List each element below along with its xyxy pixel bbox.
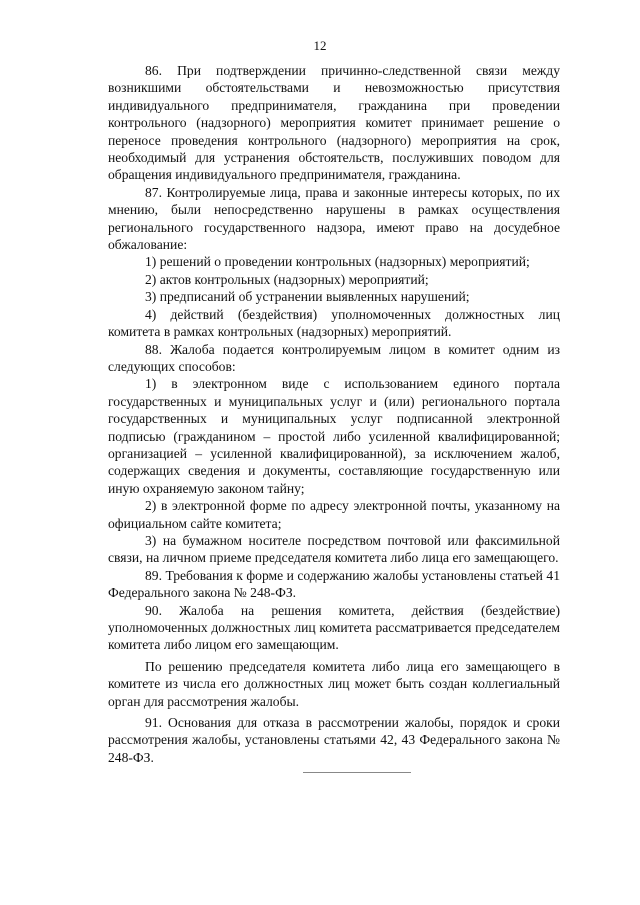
paragraph-87-item-3: 3) предписаний об устранении выявленных нарушений; xyxy=(145,289,470,305)
paragraph-87-item-2: 2) актов контрольных (надзорных) мероприятий; xyxy=(145,271,429,287)
paragraph-90-continuation: По решению председателя комитета либо лица его замещающего в комитете из числа его должностных лиц может быть создан коллегиальный орган для рассмотрения жалобы. xyxy=(108,658,560,709)
paragraph-88: 88. Жалоба подается контролируемым лицом в комитет одним из следующих способов: xyxy=(108,341,560,374)
paragraph-87-item-1: 1) решений о проведении контрольных (надзорных) мероприятий; xyxy=(145,254,530,270)
end-of-text-rule xyxy=(303,772,411,773)
paragraph-86: 86. При подтверждении причинно-следственной связи между возникшими обстоятельствами и невозможностью присутствия индивидуального предпринимателя, гражданина при проведении контрольного (надзорного) мероприятия комитет принимает решение о переносе проведения контрольного (надзорного) мероприятия на срок, необходимый для устранения обстоятельств, послуживших поводом для обращения индивидуального предпринимателя, гражданина. xyxy=(108,63,560,183)
paragraph-88-item-3: 3) на бумажном носителе посредством почтовой или факсимильной связи, на личном приеме председателя комитета либо лица его замещающего. xyxy=(108,532,560,566)
paragraph-91: 91. Основания для отказа в рассмотрении жалобы, порядок и сроки рассмотрения жалобы, установлены статьями 42, 43 Федерального закона № 248-ФЗ. xyxy=(108,715,560,765)
paragraph-90: 90. Жалоба на решения комитета, действия (бездействие) уполномоченных должностных лиц комитета рассматривается председателем комитета либо лицом его замещающим. xyxy=(108,602,560,653)
paragraph-87-item-4: 4) действий (бездействия) уполномоченных должностных лиц комитета в рамках контрольных (надзорных) мероприятий. xyxy=(108,306,560,340)
paragraph-89: 89. Требования к форме и содержанию жалобы установлены статьей 41 Федерального закона № 248-ФЗ. xyxy=(108,567,560,601)
page-number: 12 xyxy=(313,38,327,53)
document-body xyxy=(108,62,560,766)
paragraph-88-item-2: 2) в электронной форме по адресу электронной почты, указанному на официальном сайте комитета; xyxy=(108,498,560,531)
paragraph-88-item-1: 1) в электронном виде с использованием единого портала государственных и муниципальных услуг и (или) регионального портала государственных и муниципальных услуг подписанной электронной подписью (гражданином – простой либо усиленной квалифицированной; организацией – усиленной квалифицированной), за исключением жалоб, содержащих сведения и документы, составляющие государственную или иную охраняемую законом тайну; xyxy=(108,376,560,496)
paragraph-87: 87. Контролируемые лица, права и законные интересы которых, по их мнению, были непосредственно нарушены в рамках осуществления регионального государственного надзора, имеют право на досудебное обжалование: xyxy=(108,184,560,253)
